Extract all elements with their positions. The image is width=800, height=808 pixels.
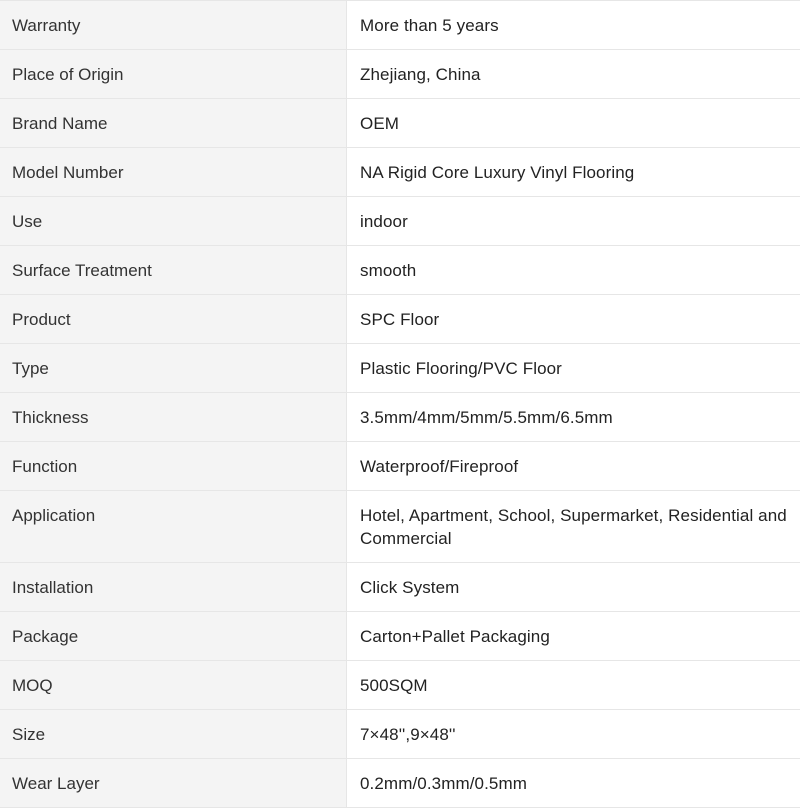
table-row [0, 246, 800, 295]
spec-value: Plastic Flooring/PVC Floor [360, 359, 562, 378]
spec-value: 0.2mm/0.3mm/0.5mm [360, 774, 528, 793]
table-row [0, 344, 800, 393]
table-row [0, 759, 800, 808]
table-row [0, 661, 800, 710]
spec-label: Brand Name [0, 99, 347, 147]
spec-value: 7×48'',9×48'' [360, 725, 456, 744]
spec-label: Wear Layer [0, 759, 347, 807]
table-row [0, 99, 800, 148]
table-row [0, 295, 800, 344]
table-row [0, 442, 800, 491]
table-row [0, 50, 800, 99]
spec-label: Product [0, 295, 347, 343]
table-row [0, 1, 800, 50]
table-row [0, 393, 800, 442]
table-row [0, 612, 800, 661]
spec-label: Place of Origin [0, 50, 347, 98]
table-row [0, 563, 800, 612]
table-row [0, 491, 800, 563]
spec-label: Function [0, 442, 347, 490]
spec-value: Hotel, Apartment, School, Supermarket, Residential and Commercial [360, 506, 787, 548]
spec-label: Warranty [0, 1, 347, 49]
spec-value: 500SQM [360, 676, 428, 695]
table-row [0, 148, 800, 197]
spec-label: Use [0, 197, 347, 245]
spec-value: Waterproof/Fireproof [360, 457, 519, 476]
spec-value: 3.5mm/4mm/5mm/5.5mm/6.5mm [360, 408, 613, 427]
spec-value: indoor [360, 212, 408, 231]
spec-label: Type [0, 344, 347, 392]
spec-value: NA Rigid Core Luxury Vinyl Flooring [360, 163, 635, 182]
spec-label: Surface Treatment [0, 246, 347, 294]
table-row [0, 710, 800, 759]
table-row [0, 197, 800, 246]
spec-label: Model Number [0, 148, 347, 196]
spec-value: More than 5 years [360, 16, 499, 35]
spec-label: Size [0, 710, 347, 758]
spec-label: MOQ [0, 661, 347, 709]
spec-label: Installation [0, 563, 347, 611]
spec-value: Zhejiang, China [360, 65, 481, 84]
spec-value: smooth [360, 261, 417, 280]
spec-value: SPC Floor [360, 310, 440, 329]
spec-value: Carton+Pallet Packaging [360, 627, 550, 646]
spec-value: OEM [360, 114, 400, 133]
spec-label: Thickness [0, 393, 347, 441]
spec-label: Application [0, 491, 347, 562]
spec-label: Package [0, 612, 347, 660]
spec-value: Click System [360, 578, 460, 597]
